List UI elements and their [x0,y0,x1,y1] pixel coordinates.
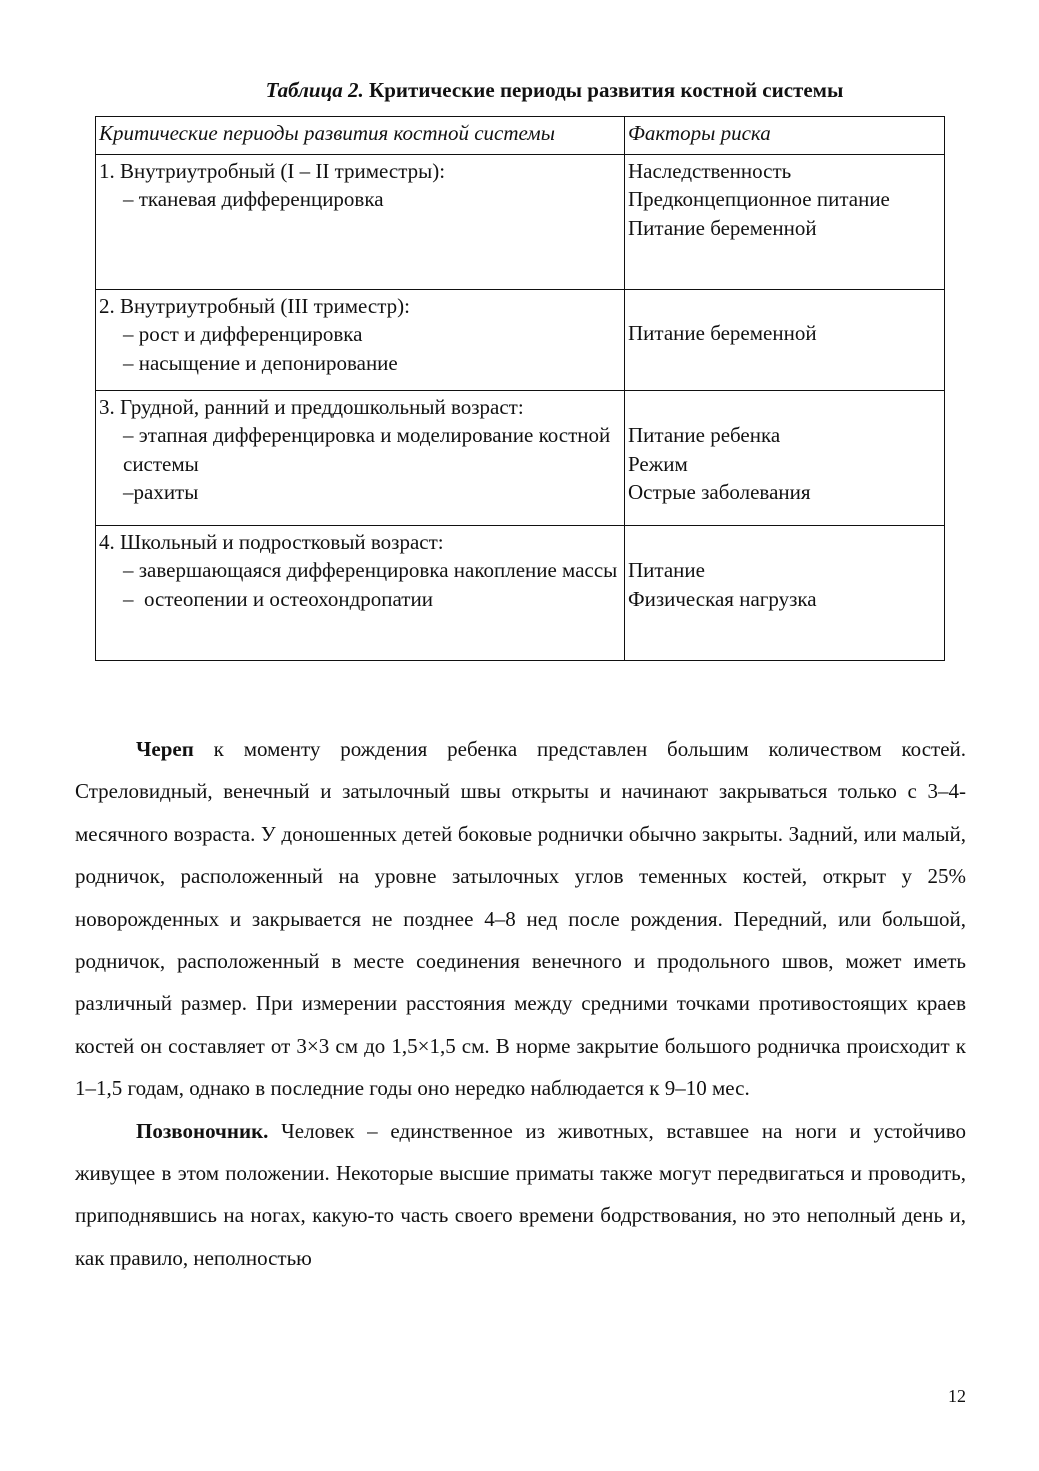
risk-factors-cell [625,154,945,289]
risk-factor: Питание беременной [628,321,817,346]
paragraph-lead: Позвоночник. [136,1118,269,1143]
risk-factors-cell [625,390,945,525]
period-cell [96,390,625,525]
header-periods-text: Критические периоды развития костной системы [99,121,555,145]
period-item: – рост и дифференцировка [123,322,363,346]
table-caption [0,76,1039,104]
period-cell [96,154,625,289]
period-cell [96,525,625,660]
paragraph-lead: Череп [136,737,194,761]
risk-factor: Питание беременной [628,215,817,240]
period-title: 1. Внутриутробный (I – II триместры): [99,158,446,183]
period-item: – завершающаяся дифференцировка накопление массы [123,558,618,582]
table-row [96,289,945,390]
table-caption-number: Таблица 2. [265,78,364,102]
period-item: – тканевая дифференцировка [123,187,384,211]
risk-factors-cell [625,289,945,390]
risk-factor: Предконцепционное питание [628,187,890,211]
risk-factors-cell [625,525,945,660]
table-row [96,154,945,289]
risk-factor: Физическая нагрузка [628,586,817,611]
period-item: – остеопении и остеохондропатии [123,586,433,611]
table-caption-title: Критические периоды развития костной системы [363,78,844,102]
risk-factor: Питание ребенка [628,423,781,447]
period-title: 4. Школьный и подростковый возраст: [99,529,444,554]
critical-periods-table [95,116,945,661]
period-item: –рахиты [123,480,199,504]
risk-factor: Острые заболевания [628,480,811,504]
risk-spacer [628,393,941,422]
paragraph-text: Человек – единственное из животных, вставшее на ноги и устойчиво живущее в этом положении. Некоторые высшие приматы также могут передвигаться и проводить, приподнявшись на ногах, какую-то часть своего времени бодрствования, но это неполный день и, как правило, неполностью [75,1118,966,1270]
period-cell [96,289,625,390]
header-risk-factors: Факторы риска [625,117,945,155]
header-periods [96,117,625,155]
body-text [75,728,966,1279]
table-row [96,390,945,525]
risk-factor: Питание [628,558,705,582]
risk-spacer [628,528,941,557]
paragraph-text: к моменту рождения ребенка представлен большим количеством костей. Стреловидный, венечный и затылочный швы открыты и начинают закрываться только с 3–4-месячного возраста. У доношенных детей боковые роднички обычно закрыты. Задний, или малый, родничок, расположенный на уровне затылочных углов теменных костей, открыт у 25% новорожденных и закрывается не позднее 4–8 нед после рождения. Передний, или большой, родничок, расположенный в месте соединения венечного и продольного швов, может иметь различный размер. При измерении расстояния между средними точками противостоящих краев костей он составляет от 3×3 см до 1,5×1,5 см. В норме закрытие большого родничка происходит к 1–1,5 годам, однако в последние годы оно нередко наблюдается к 9–10 мес. [75,737,966,1101]
paragraph-skull [75,728,966,1110]
period-title: 3. Грудной, ранний и преддошкольный возраст: [99,394,524,419]
period-item: – этапная дифференцировка и моделирование костной системы [123,423,611,476]
table-row [96,525,945,660]
risk-factor: Наследственность [628,158,792,183]
table-header-row [96,117,945,155]
risk-factor: Режим [628,451,688,476]
page-number: 12 [948,1386,966,1406]
period-title: 2. Внутриутробный (III триместр): [99,293,410,318]
period-item: – насыщение и депонирование [123,350,398,375]
paragraph-spine [75,1110,966,1280]
